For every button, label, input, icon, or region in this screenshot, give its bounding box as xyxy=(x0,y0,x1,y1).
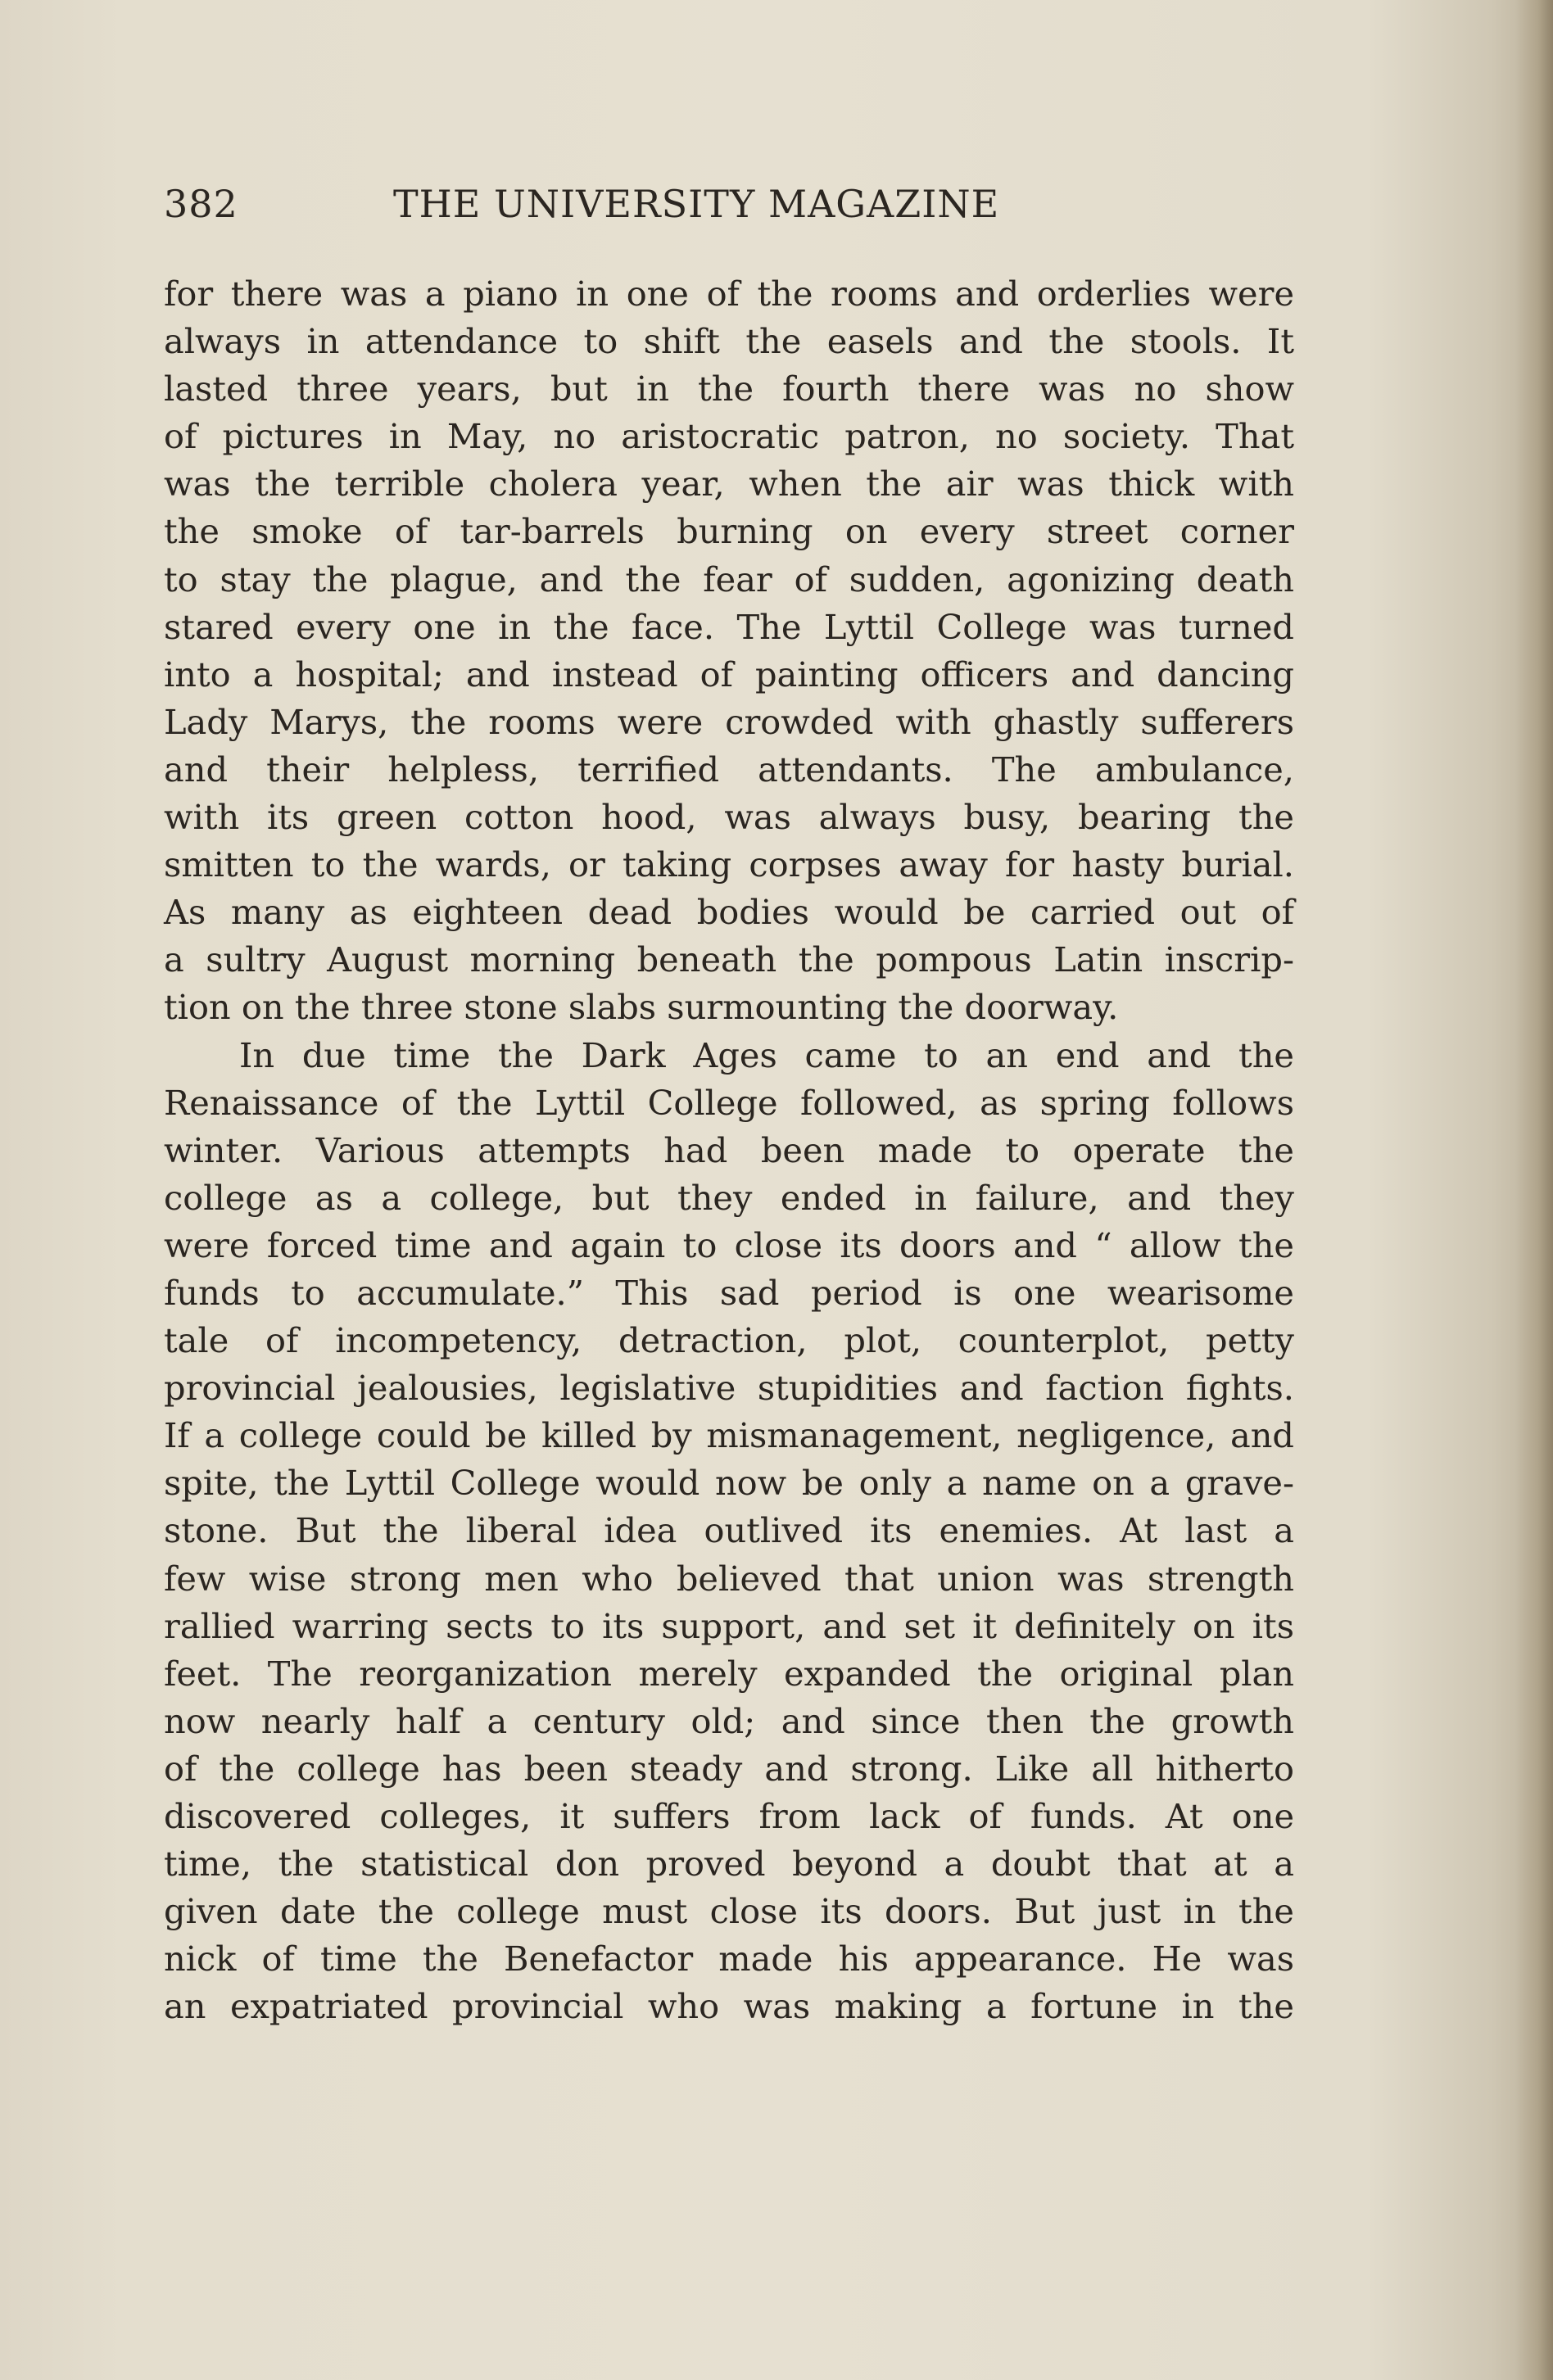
text-line: college as a college, but they ended in failure, and they xyxy=(164,1177,1294,1218)
text-line: stared every one in the face. The Lyttil College was turned xyxy=(164,606,1294,647)
text-line: was the terrible cholera year, when the air was thick with xyxy=(164,464,1294,505)
text-line: a sultry August morning beneath the pompous Latin inscrip- xyxy=(164,939,1294,980)
text-line: to stay the plague, and the fear of sudden, agonizing death xyxy=(164,559,1294,600)
text-line: feet. The reorganization merely expanded the original plan xyxy=(164,1653,1294,1694)
binding-shadow xyxy=(1515,0,1553,2380)
text-line: now nearly half a century old; and since then the growth xyxy=(164,1700,1294,1741)
body-text xyxy=(164,270,1294,2030)
text-line: and their helpless, terrified attendants. The ambulance, xyxy=(164,749,1294,790)
text-line: rallied warring sects to its support, and set it definitely on its xyxy=(164,1605,1294,1646)
text-line: Renaissance of the Lyttil College followed, as spring follows xyxy=(164,1082,1294,1123)
text-line: into a hospital; and instead of painting officers and dancing xyxy=(164,654,1294,695)
text-line: with its green cotton hood, was always busy, bearing the xyxy=(164,797,1294,838)
text-line: lasted three years, but in the fourth there was no show xyxy=(164,369,1294,409)
paragraph-first-line: In due time the Dark Ages came to an end and the xyxy=(239,1034,1294,1075)
text-line: given date the college must close its doors. But just in the xyxy=(164,1891,1294,1932)
text-line: nick of time the Benefactor made his appearance. He was xyxy=(164,1939,1294,1980)
text-line: smitten to the wards, or taking corpses away for hasty burial. xyxy=(164,844,1294,885)
text-line: for there was a piano in one of the rooms and orderlies were xyxy=(164,274,1294,314)
text-line: always in attendance to shift the easels and the stools. It xyxy=(164,321,1294,362)
text-line: discovered colleges, it suffers from lack of funds. At one xyxy=(164,1796,1294,1836)
text-line: tion on the three stone slabs surmounting the doorway. xyxy=(164,987,1119,1028)
text-line: winter. Various attempts had been made to operate the xyxy=(164,1129,1294,1170)
text-line: spite, the Lyttil College would now be only a name on a grave- xyxy=(164,1463,1294,1504)
text-line: of pictures in May, no aristocratic patron, no society. That xyxy=(164,416,1294,457)
text-line: few wise strong men who believed that union was strength xyxy=(164,1558,1294,1599)
page-header xyxy=(164,182,1057,236)
text-line: provincial jealousies, legislative stupidities and faction fights. xyxy=(164,1368,1294,1409)
text-line: tale of incompetency, detraction, plot, counterplot, petty xyxy=(164,1320,1294,1361)
running-title: THE UNIVERSITY MAGAZINE xyxy=(393,182,1000,226)
text-line: If a college could be killed by mismanagement, negligence, and xyxy=(164,1415,1294,1456)
text-line: an expatriated provincial who was making a fortune in the xyxy=(164,1986,1294,2027)
text-line: the smoke of tar-barrels burning on every street corner xyxy=(164,511,1294,552)
text-line: As many as eighteen dead bodies would be carried out of xyxy=(164,892,1294,933)
text-line: funds to accumulate.” This sad period is one wearisome xyxy=(164,1272,1294,1313)
text-line: time, the statistical don proved beyond a doubt that at a xyxy=(164,1844,1294,1885)
text-line: stone. But the liberal idea outlived its enemies. At last a xyxy=(164,1510,1294,1551)
text-line: were forced time and again to close its doors and “ allow the xyxy=(164,1224,1294,1265)
text-line: Lady Marys, the rooms were crowded with ghastly sufferers xyxy=(164,701,1294,742)
page-number: 382 xyxy=(164,182,238,226)
text-line: of the college has been steady and strong. Like all hitherto xyxy=(164,1748,1294,1789)
